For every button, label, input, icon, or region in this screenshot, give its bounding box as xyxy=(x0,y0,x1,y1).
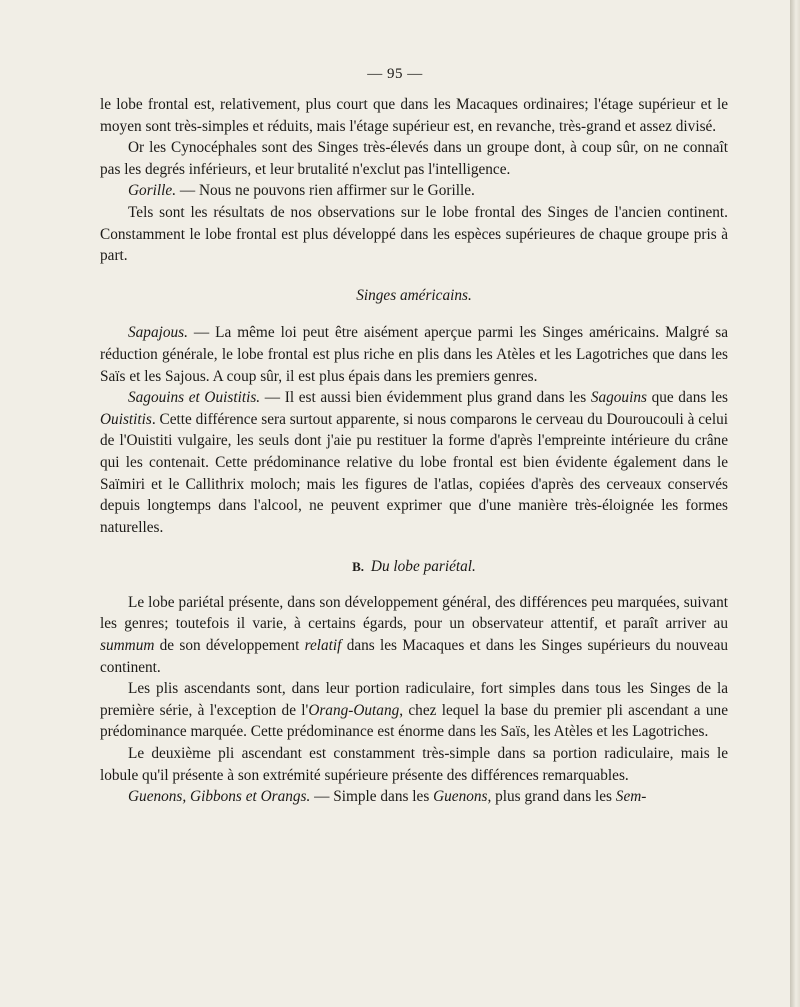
paragraph: Guenons, Gibbons et Orangs. — Simple dans les Guenons, plus grand dans les Sem- xyxy=(128,788,647,806)
paragraph: le lobe frontal est, relativement, plus court que dans les Macaques ordinaires; l'étage supérieur et le moyen sont très-simples et réduits, mais l'étage supérieur est, en revanche, très-grand et assez divisé. xyxy=(100,96,728,135)
paragraph: Sapajous. — La même loi peut être aisément aperçue parmi les Singes américains. Malgré sa réduction générale, le lobe frontal est plus riche en plis dans les Atèles et les Lagotriches que dans les Saïs et les Sajous. A coup sûr, il est plus épais dans les premiers genres. xyxy=(100,324,728,385)
paragraph-lead: Gorille. xyxy=(128,182,177,200)
paragraph: Gorille. — Nous ne pouvons rien affirmer sur le Gorille. xyxy=(128,182,475,200)
section-title: Du lobe pariétal. xyxy=(370,558,476,576)
paragraph-lead: Sapajous. xyxy=(128,324,188,342)
paragraph-lead: Guenons, Gibbons et Orangs. xyxy=(128,788,311,806)
body-text xyxy=(100,94,728,808)
paragraph: Tels sont les résultats de nos observations sur le lobe frontal des Singes de l'ancien continent. Constamment le lobe frontal est plus développé dans les espèces supérieures de chaque groupe pris à part. xyxy=(100,203,728,265)
section-heading xyxy=(100,556,728,578)
section-letter: B. xyxy=(352,559,365,575)
paragraph: Sagouins et Ouistitis. — Il est aussi bien évidemment plus grand dans les Sagouins que dans les Ouistitis. Cette différence sera surtout apparente, si nous comparons le cerveau du Douroucouli à celui de l'Ouistiti vulgaire, les seuls dont j'aie pu restituer la forme d'après l'empreinte intérieure du crâne qui les contenait. Cette prédominance relative du lobe frontal est bien évidente également dans le Saïmiri et le Callithrix moloch; mais les figures de l'atlas, copiées d'après des cerveaux conservés depuis longtemps dans l'alcool, ne peuvent exprimer que d'une manière très-éloignée les formes naturelles. xyxy=(100,389,728,536)
page-edge xyxy=(790,0,800,1007)
paragraph: Les plis ascendants sont, dans leur portion radiculaire, fort simples dans tous les Singes de la première série, à l'exception de l'Orang-Outang, chez lequel la base du premier pli ascendant a une prédominance marquée. Cette prédominance est énorme dans les Saïs, les Atèles et les Lagotriches. xyxy=(100,680,728,741)
paragraph-lead: Sagouins et Ouistitis. xyxy=(128,389,261,407)
paragraph: Le lobe pariétal présente, dans son développement général, des différences peu marquées, suivant les genres; toutefois il varie, à certains égards, pour un observateur attentif, et paraît arriver au summum de son développement relatif dans les Macaques et dans les Singes supérieurs du nouveau continent. xyxy=(100,593,729,676)
paragraph: Le deuxième pli ascendant est constamment très-simple dans sa portion radiculaire, mais le lobule qu'il présente à son extrémité supérieure présente des différences remarquables. xyxy=(100,745,728,784)
section-heading: Singes américains. xyxy=(356,286,472,304)
paragraph: Or les Cynocéphales sont des Singes très-élevés dans un groupe dont, à coup sûr, on ne connaît pas les degrés inférieurs, et leur brutalité n'exclut pas l'intelligence. xyxy=(100,139,728,178)
page-number: — 95 — xyxy=(367,66,423,82)
